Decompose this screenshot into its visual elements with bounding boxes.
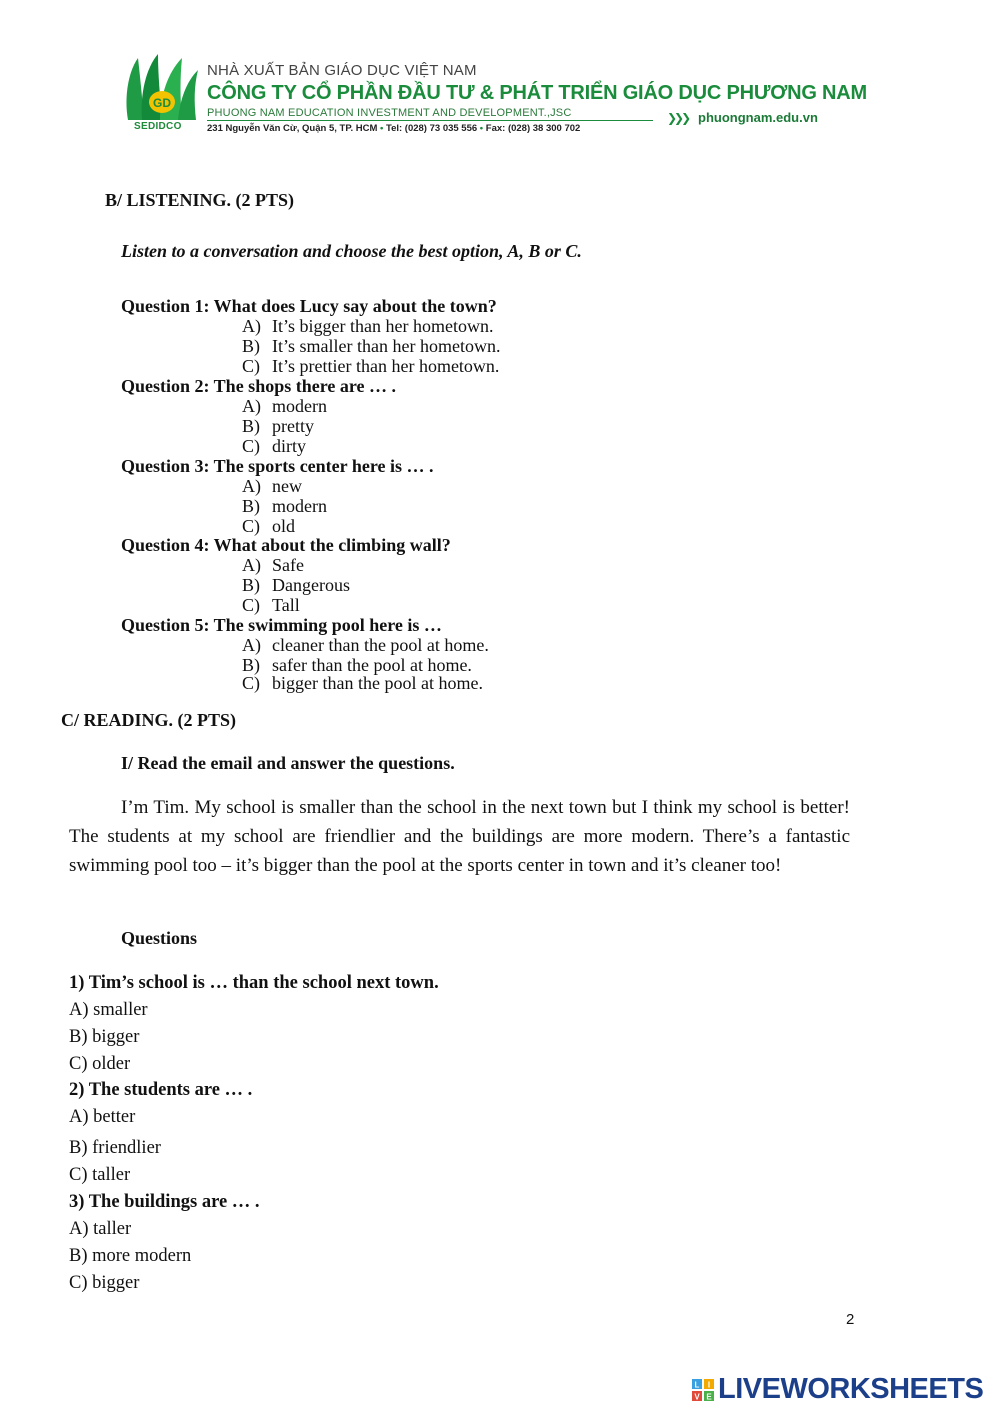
company-tel: Tel: (028) 73 035 556 <box>385 123 478 134</box>
listening-instruction: Listen to a conversation and choose the best option, A, B or C. <box>121 241 582 261</box>
reading-q3-option-b[interactable]: B) more modern <box>69 1246 192 1266</box>
listening-question-2: Question 2: The shops there are … . <box>121 376 397 396</box>
listening-q1-option-a[interactable]: A) It’s bigger than her hometown. <box>242 316 494 336</box>
header-divider <box>207 120 653 121</box>
listening-question-1: Question 1: What does Lucy say about the town? <box>121 296 497 316</box>
company-name: CÔNG TY CỔ PHẦN ĐẦU TƯ & PHÁT TRIỂN GIÁO DỤC PHƯƠNG NAM <box>207 82 867 104</box>
reading-q2-option-b[interactable]: B) friendlier <box>69 1138 161 1158</box>
reading-q3-option-c[interactable]: C) bigger <box>69 1273 140 1293</box>
listening-q2-option-c[interactable]: C) dirty <box>242 436 306 456</box>
listening-q2-option-b[interactable]: B) pretty <box>242 416 314 436</box>
reading-q1-option-c[interactable]: C) older <box>69 1054 131 1074</box>
svg-text:V: V <box>694 1392 700 1401</box>
questions-label: Questions <box>121 928 198 948</box>
listening-question-4: Question 4: What about the climbing wall? <box>121 535 451 555</box>
reading-question-1: 1) Tim’s school is … than the school next town. <box>69 973 439 993</box>
chevrons-right-icon: ❯❯❯ <box>667 111 689 125</box>
company-fax: Fax: (028) 38 300 702 <box>485 123 581 134</box>
listening-q1-option-c[interactable]: C) It’s prettier than her hometown. <box>242 356 500 376</box>
svg-text:I: I <box>707 1380 711 1390</box>
reading-q2-option-a[interactable]: A) better <box>69 1107 136 1127</box>
listening-q3-option-b[interactable]: B) modern <box>242 496 327 516</box>
logo-text: SEDIDCO <box>134 121 182 132</box>
company-name-english: PHUONG NAM EDUCATION INVESTMENT AND DEVELOPMENT.,JSC <box>207 107 572 119</box>
reading-passage: I’m Tim. My school is smaller than the school in the next town but I think my school is better! The students at my school are friendlier and the buildings are more modern. There’s a fantastic swimming pool too – it’s bigger than the pool at the sports center in town and it’s cleaner too! <box>69 797 850 876</box>
listening-question-5: Question 5: The swimming pool here is … <box>121 615 442 635</box>
sedidco-logo <box>122 50 204 136</box>
reading-q2-option-c[interactable]: C) taller <box>69 1165 131 1185</box>
publisher-name: NHÀ XUẤT BẢN GIÁO DỤC VIỆT NAM <box>207 62 477 79</box>
liveworksheets-wordmark: LIVEWORKSHEETS <box>718 1373 984 1405</box>
reading-question-2: 2) The students are … . <box>69 1080 253 1100</box>
svg-text:E: E <box>706 1392 712 1401</box>
listening-q3-option-c[interactable]: C) old <box>242 516 296 536</box>
reading-subtitle: I/ Read the email and answer the questions. <box>121 753 455 773</box>
listening-q5-option-c[interactable]: C) bigger than the pool at home. <box>242 673 483 693</box>
listening-q5-option-b[interactable]: B) safer than the pool at home. <box>242 655 472 675</box>
listening-q4-option-a[interactable]: A) Safe <box>242 555 304 575</box>
reading-q1-option-a[interactable]: A) smaller <box>69 1000 148 1020</box>
company-address: 231 Nguyễn Văn Cừ, Quận 5, TP. HCM <box>207 123 378 134</box>
listening-title: B/ LISTENING. (2 PTS) <box>105 190 295 210</box>
listening-q2-option-a[interactable]: A) modern <box>242 396 327 416</box>
page-header <box>122 50 867 140</box>
listening-q1-option-b[interactable]: B) It’s smaller than her hometown. <box>242 336 501 356</box>
reading-title: C/ READING. (2 PTS) <box>61 710 237 730</box>
listening-q4-option-c[interactable]: C) Tall <box>242 595 300 615</box>
listening-q3-option-a[interactable]: A) new <box>242 476 302 496</box>
reading-question-3: 3) The buildings are … . <box>69 1192 260 1212</box>
listening-q4-option-b[interactable]: B) Dangerous <box>242 575 350 595</box>
company-website[interactable]: phuongnam.edu.vn <box>698 110 818 125</box>
company-address-line: 231 Nguyễn Văn Cừ, Quận 5, TP. HCM • Tel: (028) 73 035 556 • Fax: (028) 38 300 702 <box>207 123 581 134</box>
liveworksheets-grid-icon <box>692 1379 714 1401</box>
svg-text:L: L <box>694 1380 700 1390</box>
listening-q5-option-a[interactable]: A) cleaner than the pool at home. <box>242 635 489 655</box>
logo-monogram: GD <box>153 96 171 110</box>
reading-q1-option-b[interactable]: B) bigger <box>69 1027 140 1047</box>
page-number: 2 <box>846 1311 855 1328</box>
reading-q3-option-a[interactable]: A) taller <box>69 1219 132 1239</box>
listening-question-3: Question 3: The sports center here is … . <box>121 456 434 476</box>
